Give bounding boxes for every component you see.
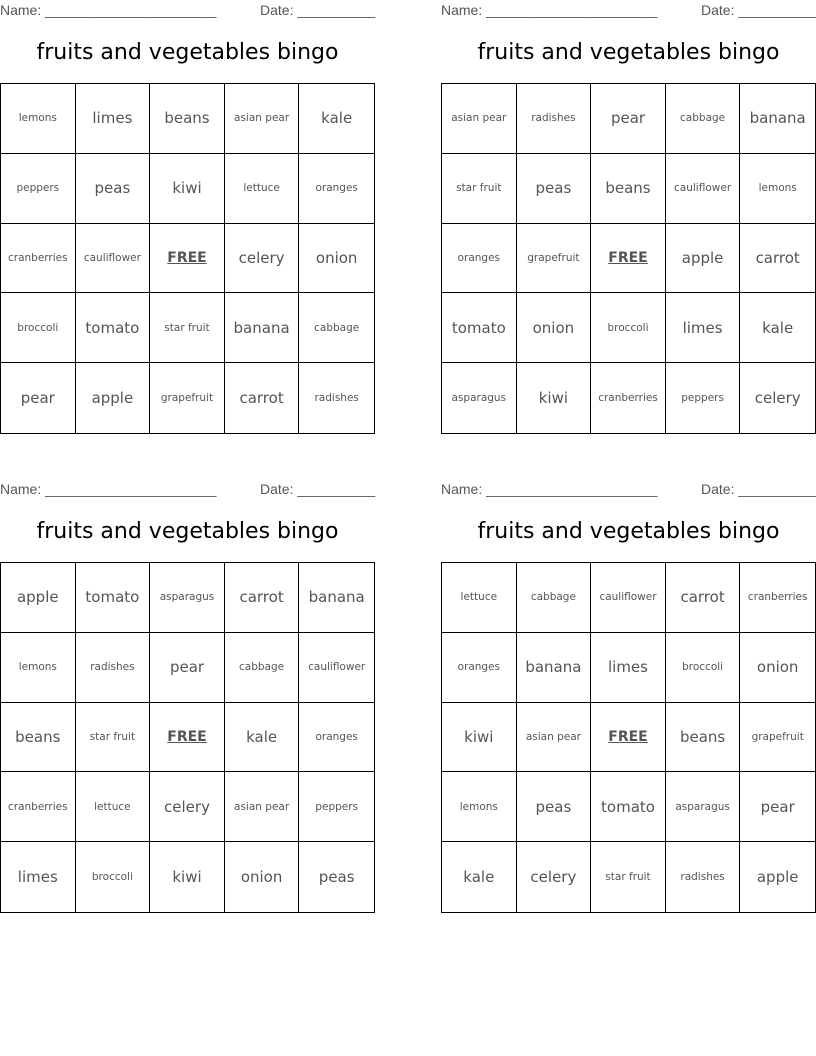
bingo-cell: radishes	[517, 84, 592, 154]
bingo-cell: asian pear	[225, 772, 300, 842]
bingo-cell: broccoli	[666, 633, 741, 703]
bingo-cell: peppers	[299, 772, 374, 842]
bingo-card-1	[0, 0, 376, 408]
bingo-grid	[0, 83, 375, 434]
bingo-cell: oranges	[299, 703, 374, 773]
bingo-cell: celery	[150, 772, 225, 842]
bingo-cell: radishes	[76, 633, 151, 703]
card-title: fruits and vegetables bingo	[477, 519, 780, 544]
bingo-cell: peppers	[1, 154, 76, 224]
bingo-card-3	[0, 479, 376, 887]
free-space: FREE	[150, 224, 225, 294]
bingo-cell: banana	[299, 563, 374, 633]
name-field: Name: ______________________	[0, 481, 217, 497]
bingo-cell: peas	[318, 868, 355, 887]
bingo-cell: lemons	[1, 84, 76, 154]
bingo-cell: asian pear	[517, 703, 592, 773]
bingo-cell: star fruit	[442, 154, 517, 224]
bingo-cell: radishes	[666, 842, 741, 912]
bingo-cell: peas	[76, 154, 151, 224]
bingo-cell: star fruit	[76, 703, 151, 773]
bingo-card-4	[441, 479, 816, 887]
bingo-cell: banana	[225, 293, 300, 363]
bingo-grid	[441, 562, 816, 913]
bingo-cell: grapefruit	[150, 363, 225, 433]
bingo-cell: asparagus	[666, 772, 741, 842]
bingo-cell: onion	[740, 633, 815, 703]
date-field: Date: __________	[701, 481, 816, 497]
bingo-cell: pear	[740, 772, 815, 842]
card-header	[0, 479, 375, 501]
bingo-cell: carrot	[666, 563, 741, 633]
card-title: fruits and vegetables bingo	[36, 519, 339, 544]
bingo-cell: onion	[299, 224, 374, 294]
bingo-cell: banana	[517, 633, 592, 703]
bingo-cell: tomato	[442, 293, 517, 363]
bingo-cell: cauliflower	[666, 154, 741, 224]
bingo-cell: carrot	[225, 363, 300, 433]
bingo-cell: asparagus	[442, 363, 517, 433]
bingo-cell: kiwi	[442, 703, 517, 773]
bingo-cell: peas	[517, 154, 592, 224]
bingo-cell: kiwi	[517, 363, 592, 433]
bingo-cell: celery	[225, 224, 300, 294]
date-field: Date: __________	[260, 2, 376, 18]
bingo-cell: beans	[591, 154, 666, 224]
bingo-cell: kiwi	[150, 842, 225, 912]
free-space: FREE	[591, 224, 666, 294]
bingo-cell: cauliflower	[591, 563, 666, 633]
bingo-cell: lemons	[740, 154, 815, 224]
bingo-cell: lemons	[1, 633, 76, 703]
bingo-cell: broccoli	[591, 293, 666, 363]
date-field: Date: __________	[701, 2, 816, 18]
bingo-cell: kiwi	[150, 154, 225, 224]
bingo-grid	[441, 83, 816, 434]
bingo-cell: limes	[591, 633, 666, 703]
bingo-cell: lettuce	[225, 154, 300, 224]
bingo-cell: cauliflower	[76, 224, 151, 294]
card-header	[0, 0, 375, 22]
bingo-cell: limes	[76, 84, 151, 154]
bingo-cell: cabbage	[666, 84, 741, 154]
bingo-cell: lemons	[442, 772, 517, 842]
bingo-cell: onion	[225, 842, 300, 912]
bingo-cell: cabbage	[225, 633, 300, 703]
bingo-cell: oranges	[299, 154, 374, 224]
bingo-cell: kale	[740, 293, 815, 363]
bingo-cell: celery	[754, 389, 801, 408]
bingo-cell: tomato	[76, 293, 151, 363]
name-field: Name: ______________________	[441, 2, 658, 18]
bingo-cell: cauliflower	[299, 633, 374, 703]
bingo-cell: radishes	[314, 392, 359, 405]
bingo-cell: kale	[299, 84, 374, 154]
bingo-cell: oranges	[442, 633, 517, 703]
bingo-cell: broccoli	[1, 293, 76, 363]
bingo-cell: cabbage	[299, 293, 374, 363]
card-title: fruits and vegetables bingo	[477, 40, 780, 65]
bingo-cell: cranberries	[1, 224, 76, 294]
bingo-card-2	[441, 0, 816, 408]
bingo-cell: lettuce	[76, 772, 151, 842]
bingo-cell: apple	[666, 224, 741, 294]
bingo-cell: star fruit	[591, 842, 666, 912]
name-field: Name: ______________________	[441, 481, 658, 497]
bingo-cell: kale	[442, 842, 517, 912]
bingo-cell: apple	[1, 563, 76, 633]
bingo-cell: apple	[756, 868, 799, 887]
bingo-cell: beans	[150, 84, 225, 154]
bingo-cell: asian pear	[442, 84, 517, 154]
card-header	[441, 479, 816, 501]
bingo-cell: lettuce	[442, 563, 517, 633]
bingo-cell: broccoli	[76, 842, 151, 912]
bingo-cell: carrot	[225, 563, 300, 633]
bingo-cell: cranberries	[740, 563, 815, 633]
bingo-cell: peppers	[666, 363, 741, 433]
bingo-cell: beans	[666, 703, 741, 773]
bingo-cell: beans	[1, 703, 76, 773]
bingo-cell: pear	[591, 84, 666, 154]
bingo-cell: tomato	[76, 563, 151, 633]
bingo-cell: kale	[225, 703, 300, 773]
card-header	[441, 0, 816, 22]
bingo-cell: pear	[1, 363, 76, 433]
bingo-cell: cabbage	[517, 563, 592, 633]
bingo-cell: carrot	[740, 224, 815, 294]
name-field: Name: ______________________	[0, 2, 217, 18]
bingo-cell: limes	[666, 293, 741, 363]
date-field: Date: __________	[260, 481, 376, 497]
bingo-cell: peas	[517, 772, 592, 842]
card-title: fruits and vegetables bingo	[36, 40, 339, 65]
bingo-cell: celery	[517, 842, 592, 912]
bingo-cell: onion	[517, 293, 592, 363]
bingo-cell: grapefruit	[517, 224, 592, 294]
bingo-grid	[0, 562, 375, 913]
free-space: FREE	[150, 703, 225, 773]
bingo-cell: banana	[740, 84, 815, 154]
bingo-cell: pear	[150, 633, 225, 703]
bingo-cell: cranberries	[591, 363, 666, 433]
bingo-cell: grapefruit	[740, 703, 815, 773]
bingo-cell: apple	[76, 363, 151, 433]
bingo-cell: star fruit	[150, 293, 225, 363]
bingo-cell: tomato	[591, 772, 666, 842]
bingo-cell: oranges	[442, 224, 517, 294]
bingo-cell: asparagus	[150, 563, 225, 633]
bingo-cell: asian pear	[225, 84, 300, 154]
free-space: FREE	[591, 703, 666, 773]
bingo-cell: limes	[1, 842, 76, 912]
bingo-cell: cranberries	[1, 772, 76, 842]
